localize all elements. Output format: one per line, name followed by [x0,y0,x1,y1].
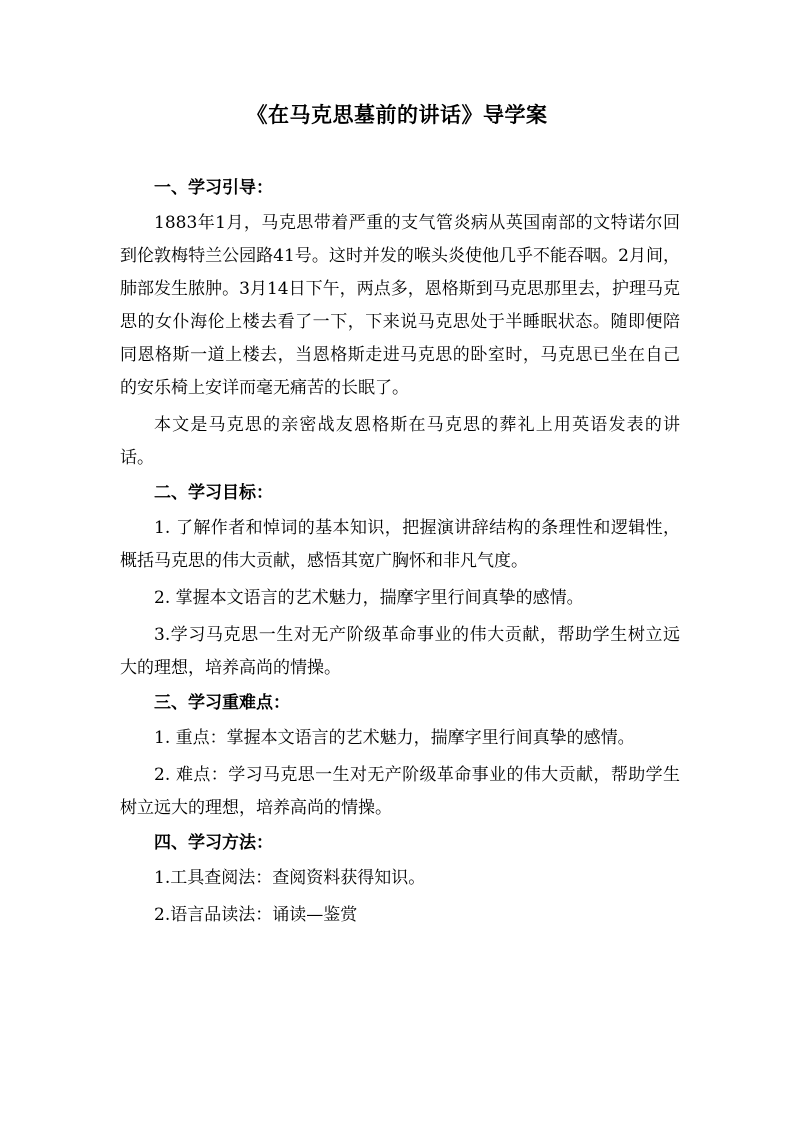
section-heading-guide: 一、学习引导： [154,178,273,198]
goal-item-2: 2. 掌握本文语言的艺术魅力，揣摩字里行间真挚的感情。 [154,588,584,608]
document-body [120,174,680,936]
section-heading-methods: 四、学习方法： [154,833,273,853]
key-point-item-2: 2. 难点：学习马克思一生对无产阶级革命事业的伟大贡献，帮助学生树立远大的理想，培养高尚的情操。 [120,765,680,818]
section-heading-goals: 二、学习目标： [154,483,273,503]
document-title: 《在马克思墓前的讲话》导学案 [246,102,548,127]
method-item-2: 2.语言品读法：诵读—鉴赏 [154,905,358,925]
guide-paragraph-1: 1883年1月，马克思带着严重的支气管炎病从英国南部的文特诺尔回到伦敦梅特兰公园路41号。这时并发的喉头炎使他几乎不能吞咽。2月间，肺部发生脓肿。3月14日下午，两点多，恩格斯到马克思那里去，护理马克思的女仆海伦上楼去看了一下，下来说马克思处于半睡眠状态。随即便陪同恩格斯一道上楼去，当恩格斯走进马克思的卧室时，马克思已坐在自己的安乐椅上安详而毫无痛苦的长眠了。 [120,213,680,398]
section-heading-key-points: 三、学习重难点： [154,693,290,713]
key-point-item-1: 1. 重点：掌握本文语言的艺术魅力，揣摩字里行间真挚的感情。 [154,728,635,748]
goal-item-3: 3.学习马克思一生对无产阶级革命事业的伟大贡献，帮助学生树立远大的理想，培养高尚的情操。 [120,625,680,678]
method-item-1: 1.工具查阅法：查阅资料获得知识。 [154,868,426,888]
guide-paragraph-2: 本文是马克思的亲密战友恩格斯在马克思的葬礼上用英语发表的讲话。 [120,415,680,468]
goal-item-1: 1. 了解作者和悼词的基本知识，把握演讲辞结构的条理性和逻辑性，概括马克思的伟大贡献，感悟其宽广胸怀和非凡气度。 [120,518,680,571]
